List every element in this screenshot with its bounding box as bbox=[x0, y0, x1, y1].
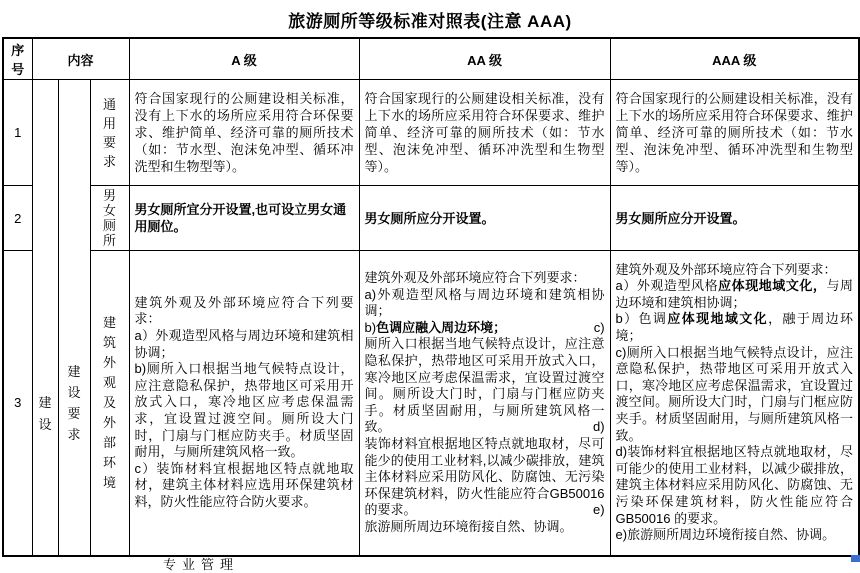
document-page bbox=[0, 7, 860, 572]
row3-grade-a-cell: 建筑外观及外部环境应符合下列要求： a）外观造型风格与周边环境和建筑相协调； b)厕所入口根据当地气候特点设计，应注意隐私保护，热带地区可采用开放式入口，寒冷地区应考虑保温需求，宜设置过渡空间。厕所设大门时，门扇与门框应防夹手。材质坚固耐用，与厕所建筑风格一致。 c）装饰材料宜根据地区特点就地取材，建筑主体材料应选用环保建筑材料，防火性能应符合防火要求。 bbox=[129, 251, 359, 556]
table-header-row bbox=[3, 38, 859, 80]
row1-category-label: 通用要求 bbox=[103, 96, 117, 169]
table-resize-handle[interactable] bbox=[851, 555, 860, 562]
header-index: 序号 bbox=[3, 38, 32, 80]
table-row bbox=[3, 80, 859, 186]
row3-category-label: 建筑外观及外部环境 bbox=[103, 314, 117, 490]
row1-grade-aaa-cell: 符合国家现行的公厕建设相关标准，没有上下水的场所应采用符合环保要求、维护简单、经济可靠的厕所技术（如：节水型、泡沫免冲型、循环冲洗型和生物型等）。 bbox=[610, 80, 859, 186]
row2-grade-aa-cell: 男女厕所应分开设置。 bbox=[359, 186, 610, 251]
table-row bbox=[3, 251, 859, 556]
header-grade-aa: AA 级 bbox=[359, 38, 610, 80]
row2-grade-a-cell: 男女厕所宜分开设置,也可设立男女通用厕位。 bbox=[129, 186, 359, 251]
content-level1-construction bbox=[32, 80, 58, 556]
header-grade-a: A 级 bbox=[129, 38, 359, 80]
clipped-next-section-text: 专业管理 bbox=[163, 557, 240, 572]
toilet-grade-standards-table bbox=[2, 37, 860, 557]
header-grade-aaa: AAA 级 bbox=[610, 38, 859, 80]
row2-category-mens-womens-toilets bbox=[90, 186, 129, 251]
row2-grade-aaa-cell: 男女厕所应分开设置。 bbox=[610, 186, 859, 251]
content-level2-label: 建设要求 bbox=[67, 363, 81, 442]
row1-index: 1 bbox=[3, 80, 32, 186]
content-level1-label: 建设 bbox=[38, 395, 52, 433]
row2-index: 2 bbox=[3, 186, 32, 251]
page-title: 旅游厕所等级标准对照表(注意 AAA) bbox=[288, 12, 572, 31]
row2-category-label: 男女厕所 bbox=[103, 188, 117, 248]
row3-grade-aa-cell: 建筑外观及外部环境应符合下列要求： a)外观造型风格与周边环境和建筑相协调； b)色调应融入周边环境； c) 厕所入口根据当地气候特点设计，应注意隐私保护，热带地区可采用开放式入口，寒冷地区应考虑保温需求，宜设置过渡空间。厕所设大门时，门扇与门框应防夹手。材质坚固耐用，与厕所建筑风格一致。 d) 装饰材料宜根据地区特点就地取材，尽可能少的使用工业材料,以减少碳排放，建筑主体材料应采用防风化、防腐蚀、无污染环保建筑材料，防火性能应符合GB50016 的要求。 e) 旅游厕所周边环境衔接自然、协调。 bbox=[359, 251, 610, 556]
row1-category-general-requirements bbox=[90, 80, 129, 186]
header-content: 内容 bbox=[32, 38, 129, 80]
row3-grade-aaa-cell: 建筑外观及外部环境应符合下列要求： a）外观造型风格应体现地域文化，与周边环境和建筑相协调； b）色调应体现地域文化，融于周边环境； c)厕所入口根据当地气候特点设计，应注意隐私保护，热带地区可采用开放式入口，寒冷地区应考虑保温需求，宜设置过渡空间。厕所设大门时，门扇与门框应防夹手。材质坚固耐用，与厕所建筑风格一致。 d)装饰材料宜根据地区特点就地取材，尽可能少的使用工业材料，以减少碳排放，建筑主体材料应采用防风化、防腐蚀、无污染环保建筑材料，防火性能应符合 GB50016 的要求。 e)旅游厕所周边环境衔接自然、协调。 bbox=[610, 251, 859, 556]
table-row bbox=[3, 186, 859, 251]
row3-index: 3 bbox=[3, 251, 32, 556]
row3-category-building-exterior bbox=[90, 251, 129, 556]
row1-grade-aa-cell: 符合国家现行的公厕建设相关标准，没有上下水的场所应采用符合环保要求、维护简单、经济可靠的厕所技术（如：节水型、泡沫免冲型、循环冲洗型和生物型等）。 bbox=[359, 80, 610, 186]
row1-grade-a-cell: 符合国家现行的公厕建设相关标准，没有上下水的场所应采用符合环保要求、维护简单、经济可靠的厕所技术（如：节水型、泡沫免冲型、循环冲洗型和生物型等）。 bbox=[129, 80, 359, 186]
content-level2-construction-requirements bbox=[58, 80, 90, 556]
